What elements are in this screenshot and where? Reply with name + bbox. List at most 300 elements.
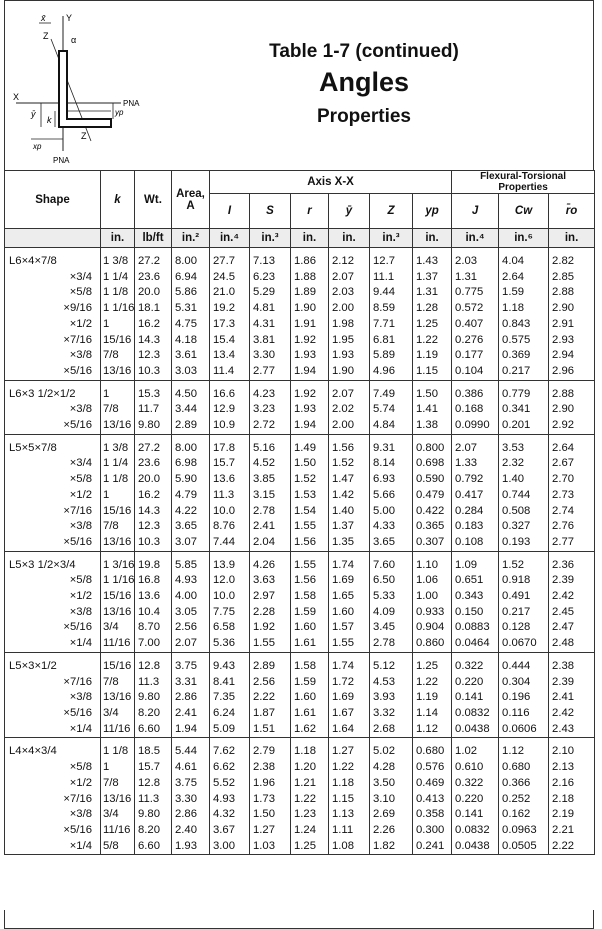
cell-s: 3.15: [250, 488, 291, 504]
cell-i: 13.4: [210, 348, 250, 364]
cell-r: 1.49: [291, 441, 329, 457]
cell-z: 5.12: [370, 659, 413, 675]
figure-label-y-top: Y: [66, 13, 73, 23]
cell-r: 1.20: [291, 760, 329, 776]
cell-cw: 0.744: [499, 488, 549, 504]
cell-i: 12.9: [210, 402, 250, 418]
cell-shape: ×7/16: [5, 504, 101, 520]
cell-yp: 1.25: [413, 659, 452, 675]
cell-yp: 1.10: [413, 558, 452, 574]
cell-i: 27.7: [210, 254, 250, 270]
cell-k: 13/16: [101, 364, 135, 380]
figure-label-z-top: Z: [43, 31, 49, 41]
cell-k: 1 1/8: [101, 285, 135, 301]
cell-area: 3.65: [172, 519, 210, 535]
cell-cw: 0.0606: [499, 722, 549, 738]
cell-k: 15/16: [101, 659, 135, 675]
table-row: [5, 348, 595, 364]
cell-ybar: 1.98: [329, 317, 370, 333]
cell-ro: 2.42: [549, 589, 595, 605]
cell-cw: 2.64: [499, 270, 549, 286]
cell-weight: 27.2: [135, 441, 172, 457]
cell-ybar: 1.13: [329, 807, 370, 823]
cell-k: 13/16: [101, 535, 135, 551]
col-header-area: Area, A: [172, 171, 210, 229]
cell-s: 5.16: [250, 441, 291, 457]
table-row: [5, 792, 595, 808]
cell-r: 1.60: [291, 690, 329, 706]
cell-yp: 1.22: [413, 333, 452, 349]
cell-z: 2.69: [370, 807, 413, 823]
cell-ybar: 1.67: [329, 706, 370, 722]
cell-z: 3.10: [370, 792, 413, 808]
cell-s: 1.92: [250, 620, 291, 636]
cell-area: 3.07: [172, 535, 210, 551]
cell-r: 1.92: [291, 387, 329, 403]
cell-s: 2.72: [250, 418, 291, 434]
cell-s: 3.85: [250, 472, 291, 488]
cell-s: 2.97: [250, 589, 291, 605]
cell-cw: 0.0670: [499, 636, 549, 652]
cell-i: 5.09: [210, 722, 250, 738]
cell-area: 1.93: [172, 839, 210, 855]
cell-s: 2.78: [250, 504, 291, 520]
cell-r: 1.91: [291, 317, 329, 333]
cell-area: 5.44: [172, 744, 210, 760]
cell-i: 15.7: [210, 456, 250, 472]
cell-weight: 23.6: [135, 456, 172, 472]
cell-j: 0.168: [452, 402, 499, 418]
unit-cell: in.: [291, 229, 329, 248]
cell-shape: ×1/2: [5, 776, 101, 792]
cell-j: 0.276: [452, 333, 499, 349]
cell-s: 3.63: [250, 573, 291, 589]
cell-z: 4.53: [370, 675, 413, 691]
cell-yp: 0.241: [413, 839, 452, 855]
table-row: [5, 519, 595, 535]
cell-r: 1.25: [291, 839, 329, 855]
table-row: [5, 760, 595, 776]
cell-yp: 0.576: [413, 760, 452, 776]
cell-ybar: 1.27: [329, 744, 370, 760]
cell-ybar: 1.72: [329, 675, 370, 691]
cell-area: 2.07: [172, 636, 210, 652]
cell-k: 1 1/16: [101, 301, 135, 317]
cell-z: 2.26: [370, 823, 413, 839]
cell-cw: 0.0963: [499, 823, 549, 839]
cell-area: 6.98: [172, 456, 210, 472]
cell-cw: 0.0505: [499, 839, 549, 855]
cell-r: 1.86: [291, 254, 329, 270]
cell-ro: 2.88: [549, 387, 595, 403]
cell-i: 8.41: [210, 675, 250, 691]
table-row: [5, 744, 595, 760]
cell-i: 11.4: [210, 364, 250, 380]
cell-j: 0.775: [452, 285, 499, 301]
cell-shape: ×3/8: [5, 519, 101, 535]
cell-cw: 0.575: [499, 333, 549, 349]
cell-shape: ×1/4: [5, 722, 101, 738]
cell-i: 10.9: [210, 418, 250, 434]
cell-ybar: 2.02: [329, 402, 370, 418]
cell-r: 1.94: [291, 418, 329, 434]
table-row: [5, 620, 595, 636]
page-subtitle: Properties: [317, 106, 411, 127]
cell-cw: 4.04: [499, 254, 549, 270]
cell-shape: ×7/16: [5, 675, 101, 691]
cell-weight: 9.80: [135, 807, 172, 823]
figure-label-x-left: X: [13, 92, 20, 102]
cell-cw: 0.369: [499, 348, 549, 364]
cell-z: 3.65: [370, 535, 413, 551]
cell-ybar: 1.65: [329, 589, 370, 605]
cell-weight: 12.8: [135, 659, 172, 675]
cell-z: 8.14: [370, 456, 413, 472]
cell-k: 13/16: [101, 690, 135, 706]
cell-r: 1.88: [291, 270, 329, 286]
cell-shape: ×1/2: [5, 589, 101, 605]
unit-cell: in.²: [172, 229, 210, 248]
cell-r: 1.94: [291, 364, 329, 380]
cell-weight: 6.60: [135, 839, 172, 855]
cell-shape: ×3/8: [5, 605, 101, 621]
cell-yp: 1.50: [413, 387, 452, 403]
cell-k: 5/8: [101, 839, 135, 855]
cell-ro: 2.88: [549, 285, 595, 301]
cell-r: 1.60: [291, 620, 329, 636]
cell-weight: 18.5: [135, 744, 172, 760]
cell-r: 1.21: [291, 776, 329, 792]
page: [4, 0, 594, 929]
cell-cw: 0.128: [499, 620, 549, 636]
cell-area: 2.56: [172, 620, 210, 636]
cell-ro: 2.16: [549, 776, 595, 792]
cell-j: 0.284: [452, 504, 499, 520]
flexural-torsional-header: Flexural-Torsional Properties: [452, 171, 595, 194]
cell-z: 12.7: [370, 254, 413, 270]
cell-z: 4.33: [370, 519, 413, 535]
cell-shape: L5×3×1/2: [5, 659, 101, 675]
table-header-block: [4, 0, 594, 170]
cell-shape: ×9/16: [5, 301, 101, 317]
cell-weight: 12.3: [135, 348, 172, 364]
cell-cw: 0.327: [499, 519, 549, 535]
figure-label-yp: yp: [115, 108, 124, 117]
cell-z: 9.31: [370, 441, 413, 457]
cell-ybar: 1.90: [329, 364, 370, 380]
cell-shape: ×3/8: [5, 348, 101, 364]
cell-j: 0.343: [452, 589, 499, 605]
cell-r: 1.23: [291, 807, 329, 823]
table-row: [5, 317, 595, 333]
cell-r: 1.54: [291, 504, 329, 520]
cell-weight: 27.2: [135, 254, 172, 270]
cell-j: 0.220: [452, 675, 499, 691]
cell-k: 3/4: [101, 807, 135, 823]
cell-ybar: 1.47: [329, 472, 370, 488]
cell-area: 2.86: [172, 690, 210, 706]
cell-k: 1: [101, 760, 135, 776]
table-row: [5, 333, 595, 349]
cell-area: 5.85: [172, 558, 210, 574]
cell-j: 0.610: [452, 760, 499, 776]
cell-shape: ×7/16: [5, 792, 101, 808]
cell-weight: 20.0: [135, 285, 172, 301]
figure-label-xbar: x̄: [41, 13, 46, 23]
cell-i: 4.32: [210, 807, 250, 823]
cell-ro: 2.43: [549, 722, 595, 738]
cell-cw: 3.53: [499, 441, 549, 457]
cell-z: 3.45: [370, 620, 413, 636]
cell-i: 5.36: [210, 636, 250, 652]
cell-shape: ×5/8: [5, 760, 101, 776]
cell-yp: 0.479: [413, 488, 452, 504]
cell-s: 3.81: [250, 333, 291, 349]
cell-k: 15/16: [101, 333, 135, 349]
col-header-r: r: [291, 194, 329, 229]
col-header-ro: r̄o: [549, 194, 595, 229]
cell-ro: 2.47: [549, 620, 595, 636]
cell-area: 3.75: [172, 659, 210, 675]
cell-k: 7/8: [101, 402, 135, 418]
cell-j: 0.220: [452, 792, 499, 808]
cell-i: 13.9: [210, 558, 250, 574]
cell-weight: 9.80: [135, 690, 172, 706]
cell-area: 3.75: [172, 776, 210, 792]
cell-z: 5.74: [370, 402, 413, 418]
cell-area: 4.93: [172, 573, 210, 589]
cell-r: 1.58: [291, 589, 329, 605]
cell-ro: 2.85: [549, 270, 595, 286]
cell-cw: 0.252: [499, 792, 549, 808]
cell-area: 3.61: [172, 348, 210, 364]
cell-i: 13.6: [210, 472, 250, 488]
cell-yp: 1.25: [413, 317, 452, 333]
cell-z: 2.68: [370, 722, 413, 738]
cell-j: 0.386: [452, 387, 499, 403]
cell-j: 0.0990: [452, 418, 499, 434]
units-row: [5, 229, 595, 248]
cell-weight: 14.3: [135, 504, 172, 520]
table-row: [5, 387, 595, 403]
cell-yp: 0.307: [413, 535, 452, 551]
cell-z: 3.93: [370, 690, 413, 706]
table-row: [5, 456, 595, 472]
col-header-i: I: [210, 194, 250, 229]
cell-yp: 1.31: [413, 285, 452, 301]
cell-i: 21.0: [210, 285, 250, 301]
cell-ybar: 1.60: [329, 605, 370, 621]
table-row: [5, 776, 595, 792]
cell-i: 8.76: [210, 519, 250, 535]
cell-shape: ×5/8: [5, 472, 101, 488]
cell-ybar: 1.95: [329, 333, 370, 349]
cell-i: 6.62: [210, 760, 250, 776]
cell-ro: 2.77: [549, 535, 595, 551]
cell-shape: ×3/8: [5, 690, 101, 706]
cell-z: 7.71: [370, 317, 413, 333]
cell-area: 4.22: [172, 504, 210, 520]
cell-j: 0.108: [452, 535, 499, 551]
cell-z: 5.66: [370, 488, 413, 504]
cell-z: 6.81: [370, 333, 413, 349]
table-number-title: Table 1-7 (continued): [269, 41, 459, 62]
cell-k: 13/16: [101, 418, 135, 434]
cell-i: 15.4: [210, 333, 250, 349]
unit-cell: in.³: [370, 229, 413, 248]
cell-weight: 16.8: [135, 573, 172, 589]
cell-area: 8.00: [172, 254, 210, 270]
cell-i: 16.6: [210, 387, 250, 403]
cell-ybar: 1.64: [329, 722, 370, 738]
cell-weight: 14.3: [135, 333, 172, 349]
unit-cell: in.: [101, 229, 135, 248]
cell-yp: 1.12: [413, 722, 452, 738]
table-row: [5, 706, 595, 722]
cell-k: 15/16: [101, 504, 135, 520]
col-header-ybar: ȳ: [329, 194, 370, 229]
cell-area: 3.05: [172, 605, 210, 621]
cell-area: 6.94: [172, 270, 210, 286]
cell-j: 0.572: [452, 301, 499, 317]
cell-i: 3.67: [210, 823, 250, 839]
cell-ro: 2.38: [549, 659, 595, 675]
figure-label-pna-bottom: PNA: [53, 156, 70, 165]
cell-yp: 1.43: [413, 254, 452, 270]
cell-yp: 1.19: [413, 348, 452, 364]
cell-r: 1.22: [291, 792, 329, 808]
cell-yp: 1.37: [413, 270, 452, 286]
cell-k: 13/16: [101, 605, 135, 621]
cell-cw: 0.444: [499, 659, 549, 675]
cell-r: 1.92: [291, 333, 329, 349]
table-row: [5, 722, 595, 738]
cell-s: 2.89: [250, 659, 291, 675]
cell-z: 3.32: [370, 706, 413, 722]
table-row: [5, 636, 595, 652]
cell-j: 0.0438: [452, 722, 499, 738]
cell-ro: 2.19: [549, 807, 595, 823]
cell-yp: 1.19: [413, 690, 452, 706]
cell-ro: 2.96: [549, 364, 595, 380]
cell-ro: 2.48: [549, 636, 595, 652]
table-row: [5, 472, 595, 488]
cell-ybar: 1.69: [329, 690, 370, 706]
cell-i: 12.0: [210, 573, 250, 589]
cell-area: 5.86: [172, 285, 210, 301]
cell-cw: 0.196: [499, 690, 549, 706]
cell-yp: 0.590: [413, 472, 452, 488]
table-row: [5, 823, 595, 839]
cell-ybar: 2.12: [329, 254, 370, 270]
cell-z: 5.02: [370, 744, 413, 760]
cell-ybar: 1.11: [329, 823, 370, 839]
cell-k: 7/8: [101, 776, 135, 792]
cell-weight: 10.3: [135, 535, 172, 551]
cell-z: 3.50: [370, 776, 413, 792]
cell-k: 1 1/16: [101, 573, 135, 589]
cell-j: 1.33: [452, 456, 499, 472]
cell-z: 4.09: [370, 605, 413, 621]
table-row: [5, 675, 595, 691]
cell-ro: 2.93: [549, 333, 595, 349]
cell-ybar: 2.00: [329, 418, 370, 434]
cell-ro: 2.39: [549, 675, 595, 691]
cell-r: 1.90: [291, 301, 329, 317]
cell-ybar: 1.57: [329, 620, 370, 636]
cell-s: 1.87: [250, 706, 291, 722]
cell-weight: 13.6: [135, 589, 172, 605]
cell-weight: 9.80: [135, 418, 172, 434]
cell-area: 3.03: [172, 364, 210, 380]
cell-weight: 16.2: [135, 317, 172, 333]
cell-ybar: 2.03: [329, 285, 370, 301]
cell-j: 0.183: [452, 519, 499, 535]
cell-j: 0.141: [452, 807, 499, 823]
cell-k: 3/4: [101, 620, 135, 636]
cell-weight: 20.0: [135, 472, 172, 488]
cell-ro: 2.67: [549, 456, 595, 472]
table-row: [5, 301, 595, 317]
cell-s: 5.29: [250, 285, 291, 301]
cell-s: 4.81: [250, 301, 291, 317]
cell-ybar: 1.22: [329, 760, 370, 776]
cell-ybar: 1.74: [329, 558, 370, 574]
unit-cell: lb/ft: [135, 229, 172, 248]
col-header-cw: Cw: [499, 194, 549, 229]
cell-yp: 0.800: [413, 441, 452, 457]
cell-ro: 2.92: [549, 418, 595, 434]
cell-cw: 1.40: [499, 472, 549, 488]
cell-shape: ×5/16: [5, 535, 101, 551]
cell-shape: ×7/16: [5, 333, 101, 349]
cell-ro: 2.90: [549, 301, 595, 317]
table-row: [5, 807, 595, 823]
cell-ro: 2.73: [549, 488, 595, 504]
cell-r: 1.61: [291, 706, 329, 722]
cell-r: 1.58: [291, 659, 329, 675]
cell-yp: 0.300: [413, 823, 452, 839]
cell-s: 3.30: [250, 348, 291, 364]
cell-k: 11/16: [101, 722, 135, 738]
cell-area: 2.86: [172, 807, 210, 823]
cell-k: 1 1/4: [101, 456, 135, 472]
cell-i: 9.43: [210, 659, 250, 675]
cell-i: 11.3: [210, 488, 250, 504]
cell-ybar: 1.08: [329, 839, 370, 855]
cell-shape: ×1/2: [5, 488, 101, 504]
cell-r: 1.18: [291, 744, 329, 760]
cell-cw: 0.680: [499, 760, 549, 776]
cell-weight: 15.3: [135, 387, 172, 403]
cell-z: 6.93: [370, 472, 413, 488]
cell-area: 8.00: [172, 441, 210, 457]
cell-j: 0.322: [452, 659, 499, 675]
cell-r: 1.56: [291, 573, 329, 589]
cell-yp: 0.860: [413, 636, 452, 652]
cell-weight: 19.8: [135, 558, 172, 574]
col-header-k: k: [101, 171, 135, 229]
cell-yp: 0.904: [413, 620, 452, 636]
cell-weight: 11.3: [135, 792, 172, 808]
cell-k: 1 1/8: [101, 472, 135, 488]
cell-area: 3.30: [172, 792, 210, 808]
cell-i: 24.5: [210, 270, 250, 286]
cell-yp: 1.14: [413, 706, 452, 722]
cell-area: 4.61: [172, 760, 210, 776]
cell-cw: 1.52: [499, 558, 549, 574]
cell-r: 1.55: [291, 519, 329, 535]
